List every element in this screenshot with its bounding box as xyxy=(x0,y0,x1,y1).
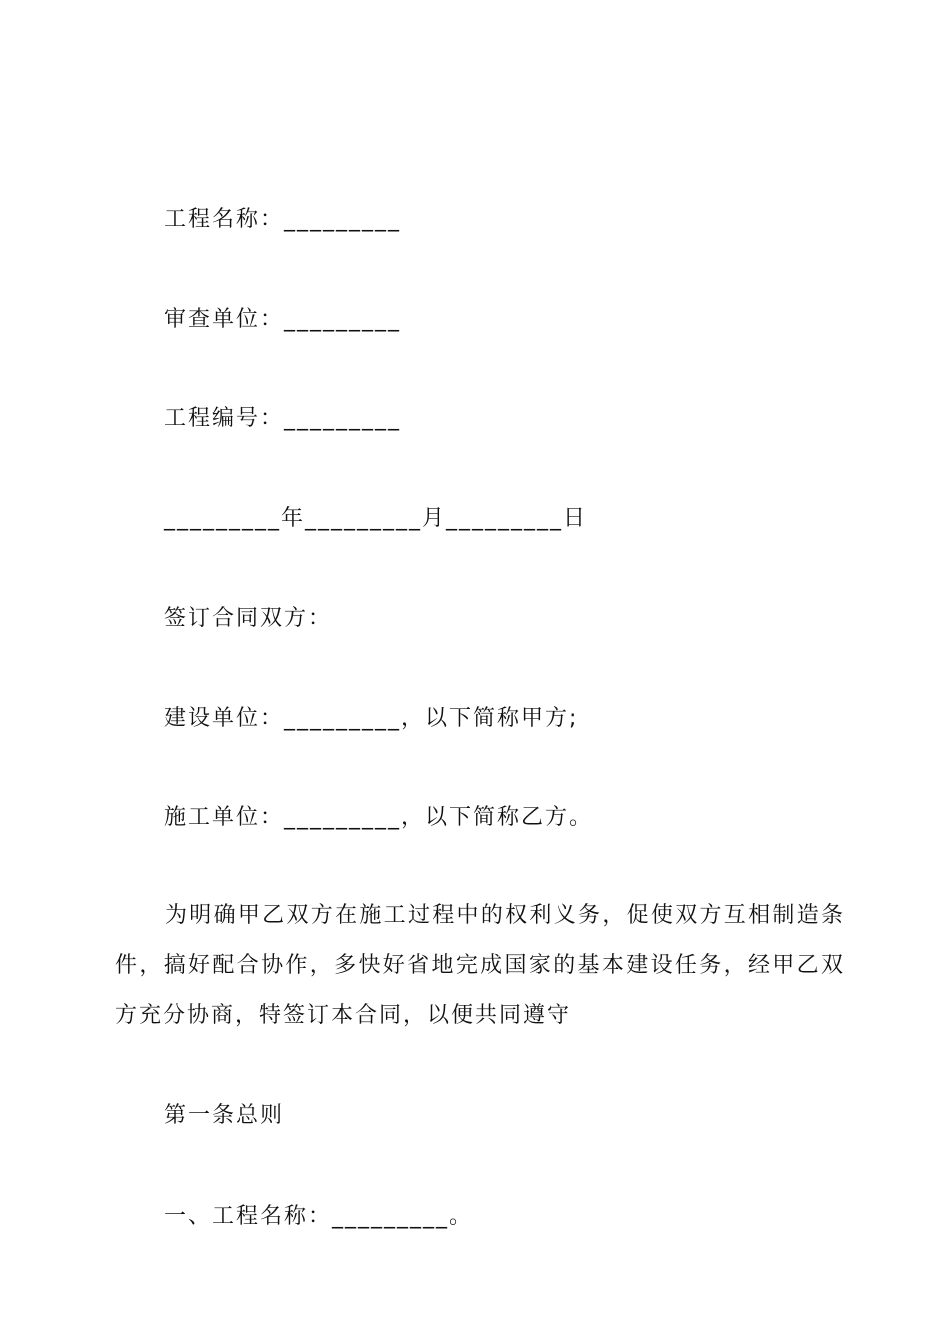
intro-paragraph: 为明确甲乙双方在施工过程中的权利义务，促使双方互相制造条件，搞好配合协作，多快好省地完成国家的基本建设任务，经甲乙双方充分协商，特签订本合同，以便共同遵守 xyxy=(115,903,845,1028)
item-one-line: 一、工程名称：_________。 xyxy=(164,1204,474,1229)
party-b-line: 施工单位：_________，以下简称乙方。 xyxy=(164,805,594,830)
parties-heading: 签订合同双方： xyxy=(164,606,333,631)
project-number-line: 工程编号：_________ xyxy=(164,406,402,431)
article-one-heading: 第一条总则 xyxy=(164,1103,285,1128)
project-name-line: 工程名称：_________ xyxy=(164,207,402,232)
date-line: _________年_________月_________日 xyxy=(164,506,588,531)
review-unit-line: 审查单位：_________ xyxy=(164,307,402,332)
party-a-line: 建设单位：_________，以下简称甲方; xyxy=(164,706,579,731)
